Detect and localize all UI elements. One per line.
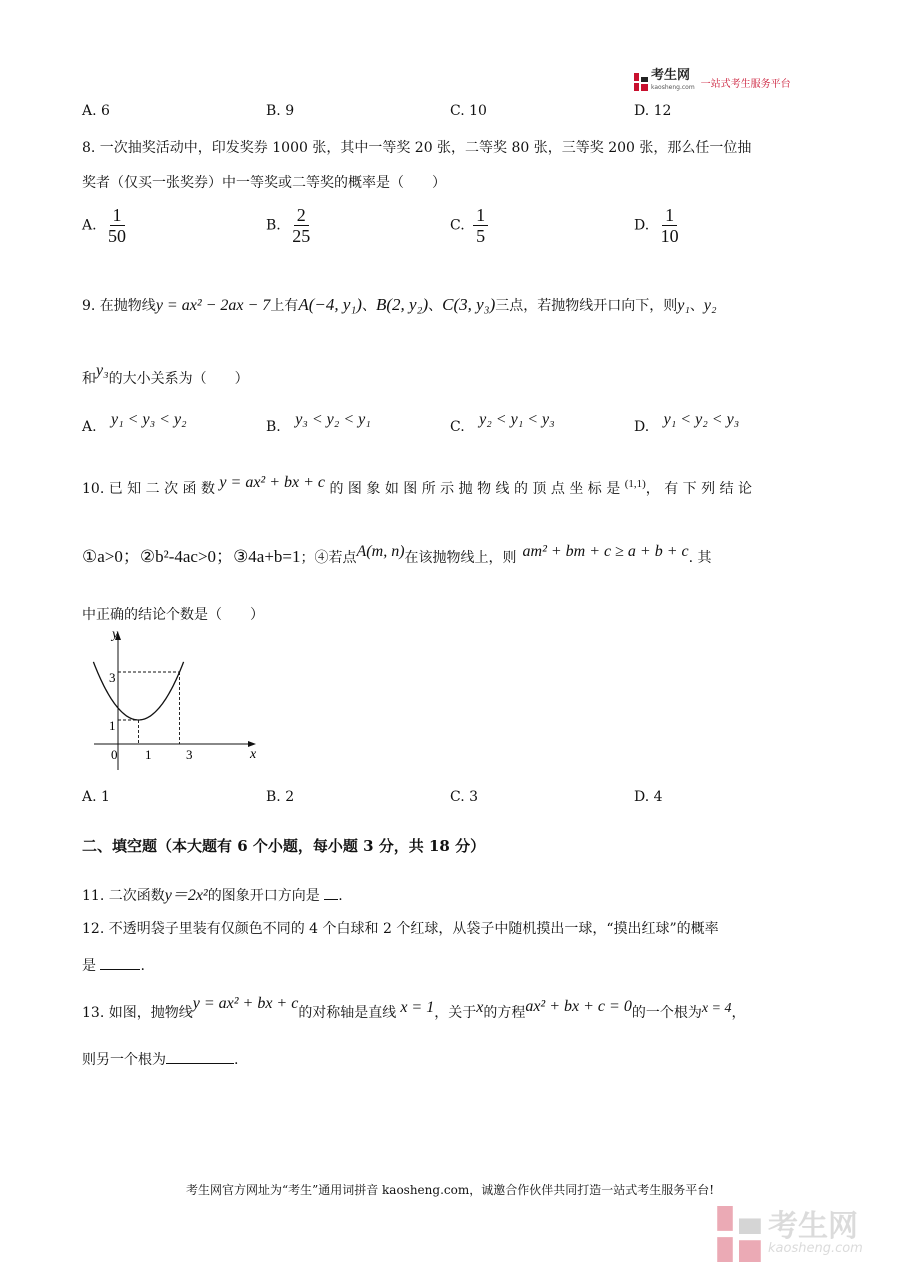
- option-label: D.: [634, 419, 650, 435]
- q9-line2-pre: 和: [82, 371, 96, 387]
- q10-conclusion-2: ②b²-4ac>0；: [139, 547, 234, 566]
- q10-inequality: am² + bm + c ≥ a + b + c: [522, 543, 689, 560]
- q11-pre: 11. 二次函数: [82, 888, 165, 904]
- separator: 、: [428, 298, 443, 314]
- q9-option-a: [82, 411, 187, 436]
- y-tick-3: 3: [109, 670, 116, 685]
- q9-y2: y₂: [703, 297, 717, 314]
- q11-stem: [82, 882, 343, 905]
- header-logo: [634, 70, 791, 94]
- q12-answer-blank[interactable]: [100, 969, 140, 970]
- separator: 、: [689, 298, 704, 314]
- option-label: C.: [450, 419, 465, 435]
- y-axis-label: y: [112, 627, 119, 642]
- q10-conclusion-4-pre: ；④若点: [300, 550, 357, 566]
- q11-function: y＝2x²: [164, 887, 208, 904]
- numerator: 1: [110, 205, 125, 226]
- watermark-text: 考生网 kaosheng.com: [768, 1209, 863, 1256]
- section-2-title: 二、填空题（本大题有 6 个小题，每小题 3 分，共 18 分）: [82, 837, 486, 855]
- q13-end: ，: [731, 1005, 746, 1021]
- x-axis-label: x: [250, 747, 257, 762]
- logo-url: kaosheng.com: [651, 84, 695, 91]
- option-label: A.: [82, 419, 97, 435]
- q9-y3: y₃: [96, 362, 109, 379]
- q9-point-a: A(−4, y₁): [298, 295, 362, 314]
- separator: 、: [361, 298, 376, 314]
- option-expression: y₂ < y₁ < y₃: [479, 411, 555, 428]
- q10-stem-line3: 中正确的结论个数是（ ）: [82, 607, 264, 623]
- option-label: A.: [82, 217, 97, 234]
- option-label: C.: [450, 217, 465, 234]
- q9-mid-text: 三点，若抛物线开口向下，则: [495, 298, 678, 314]
- x-tick-3: 3: [186, 747, 193, 762]
- q7-option-b: B. 9: [266, 103, 295, 119]
- q13-line2-end: .: [234, 1052, 239, 1068]
- q13-pre: 13. 如图，抛物线: [82, 1005, 193, 1021]
- y-tick-1: 1: [109, 718, 116, 733]
- q10-mid-text: 的 图 象 如 图 所 示 抛 物 线 的 顶 点 坐 标 是: [329, 481, 621, 497]
- q8-option-d: [634, 205, 682, 246]
- watermark: [716, 1206, 863, 1262]
- parabola-curve: [93, 662, 183, 720]
- q13-mid2: ，关于: [434, 1005, 477, 1021]
- q11-end: .: [338, 888, 343, 904]
- q9-option-b: [266, 411, 371, 436]
- q10-prefix: 10. 已 知 二 次 函 数: [82, 481, 215, 497]
- option-label: D.: [634, 217, 650, 234]
- q12-line2-pre: 是: [82, 958, 96, 974]
- q9-option-c: [450, 411, 555, 436]
- q9-point-b: B(2, y₂): [375, 295, 429, 314]
- denominator: 50: [108, 226, 127, 246]
- fraction: [289, 205, 313, 246]
- q9-stem-line2: [82, 362, 249, 388]
- denominator: 5: [476, 226, 486, 246]
- q8-option-b: [266, 205, 313, 246]
- q9-line2-post: 的大小关系为（ ）: [108, 371, 249, 387]
- denominator: 25: [292, 226, 311, 246]
- q9-option-d: [634, 411, 740, 436]
- q10-conclusion-4-tail: . 其: [688, 550, 712, 566]
- numerator: 1: [662, 205, 677, 226]
- x-tick-1: 1: [145, 747, 152, 762]
- q13-mid4: 的一个根为: [631, 1005, 702, 1021]
- numerator: 2: [294, 205, 309, 226]
- q12-end: .: [140, 958, 145, 974]
- q10-conclusion-3: ③4a+b=1: [233, 547, 301, 566]
- watermark-url: kaosheng.com: [768, 1241, 863, 1256]
- q8-stem-line2: 奖者（仅买一张奖券）中一等奖或二等奖的概率是（ ）: [82, 175, 446, 191]
- fraction: [473, 205, 488, 246]
- kaosheng-logo-icon: [634, 73, 648, 91]
- q10-conclusion-1: ①a>0；: [82, 547, 140, 566]
- watermark-logo-icon: [716, 1206, 762, 1262]
- q13-variable: x: [476, 999, 484, 1016]
- numerator: 1: [473, 205, 488, 226]
- q10-parabola-graph: [88, 622, 268, 772]
- q10-stem-line2: [82, 542, 712, 567]
- option-expression: y₃ < y₂ < y₁: [295, 411, 371, 428]
- q12-stem-line2: [82, 955, 145, 975]
- q9-function: y = ax² − 2ax − 7: [155, 297, 271, 314]
- logo-name: 考生网 kaosheng.com: [651, 70, 695, 94]
- q10-option-b: B. 2: [266, 789, 295, 805]
- option-label: B.: [266, 217, 281, 234]
- q13-stem-line2: [82, 1049, 238, 1069]
- q13-stem-line1: [82, 995, 746, 1022]
- q13-line2-pre: 则另一个根为: [82, 1052, 166, 1068]
- option-expression: y₁ < y₂ < y₃: [663, 411, 740, 428]
- q7-option-a: A. 6: [82, 103, 110, 119]
- page-footer: 考生网官方网址为“考生”通用词拼音 kaosheng.com，诚邀合作伙伴共同打造一站式考生服务平台!: [185, 1183, 715, 1197]
- q10-tail: ， 有 下 列 结 论: [645, 481, 753, 497]
- q13-mid1: 的对称轴是直线: [298, 1005, 397, 1021]
- q10-function: y = ax² + bx + c: [219, 474, 326, 491]
- q13-mid3: 的方程: [483, 1005, 526, 1021]
- q10-option-c: C. 3: [450, 789, 479, 805]
- q9-prefix: 9. 在抛物线: [82, 298, 156, 314]
- q10-option-a: A. 1: [82, 789, 110, 805]
- q9-y1: y₁: [677, 297, 690, 314]
- origin-label: 0: [111, 747, 118, 762]
- q7-option-d: D. 12: [634, 103, 672, 119]
- fraction: [658, 205, 682, 246]
- q9-stem-line1: [82, 295, 717, 315]
- q10-option-d: D. 4: [634, 789, 663, 805]
- q13-equation: ax² + bx + c = 0: [525, 998, 632, 1015]
- q10-point-a: A(m, n): [356, 543, 405, 560]
- q11-post: 的图象开口方向是: [207, 888, 320, 904]
- q13-answer-blank[interactable]: [166, 1063, 234, 1064]
- q12-stem-line1: 12. 不透明袋子里装有仅颜色不同的 4 个白球和 2 个红球，从袋子中随机摸出一球，“摸出红球”的概率: [82, 921, 719, 937]
- q10-conclusion-4-mid: 在该抛物线上，则: [404, 550, 517, 566]
- q9-on: 上有: [270, 298, 299, 314]
- q8-option-c: [450, 205, 488, 246]
- option-expression: y₁ < y₃ < y₂: [111, 411, 187, 428]
- q13-function: y = ax² + bx + c: [192, 995, 299, 1012]
- q9-point-c: C(3, y₃): [442, 295, 496, 314]
- q7-option-c: C. 10: [450, 103, 487, 119]
- option-label: B.: [266, 419, 281, 435]
- q10-vertex: (1,1): [624, 478, 646, 490]
- q13-root: x = 4: [701, 1001, 732, 1016]
- logo-slogan: 一站式考生服务平台: [700, 78, 791, 90]
- q13-axis: x = 1: [400, 999, 435, 1016]
- q10-stem-line1: [82, 474, 753, 498]
- q8-stem-line1: 8. 一次抽奖活动中，印发奖券 1000 张，其中一等奖 20 张，二等奖 80 张，三等奖 200 张，那么任一位抽: [82, 140, 752, 156]
- denominator: 10: [660, 226, 679, 246]
- fraction: [105, 205, 129, 246]
- q11-answer-blank[interactable]: [324, 899, 338, 900]
- q8-option-a: [82, 205, 129, 246]
